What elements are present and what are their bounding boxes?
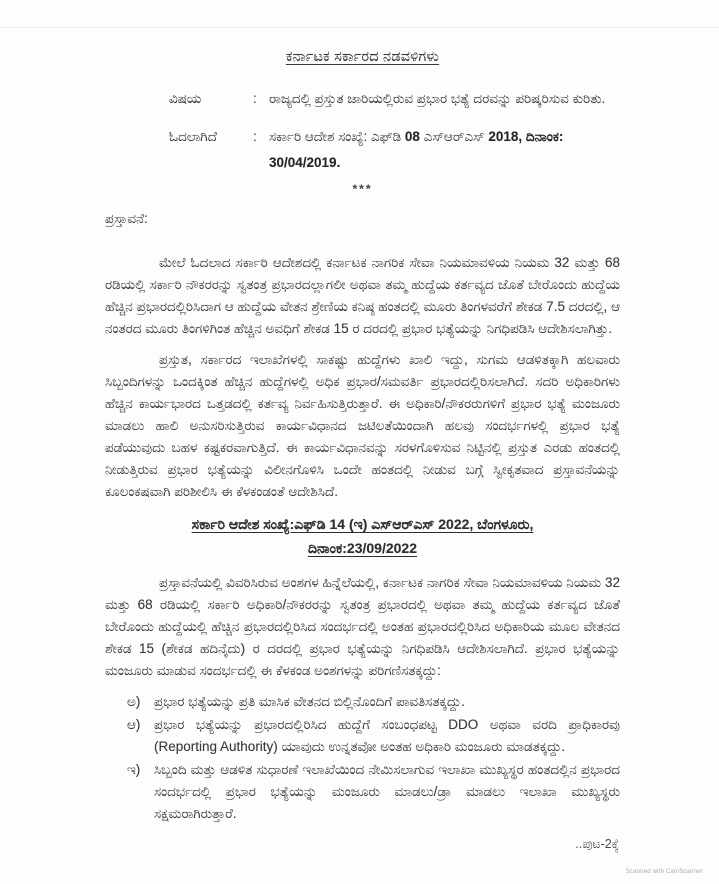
paragraph-2: ಪ್ರಸ್ತುತ, ಸರ್ಕಾರದ ಇಲಾಖೆಗಳಲ್ಲಿ ಸಾಕಷ್ಟು ಹುದ್ದೆಗಳು ಖಾಲಿ ಇದ್ದು, ಸುಗಮ ಆಡಳಿತಕ್ಕಾಗಿ ಹಲವಾರು ಸಿಬ್ಬಂದಿಗಳನ್ನು ಒಂದಕ್ಕಿಂತ ಹೆಚ್ಚಿನ ಹುದ್ದೆಗಳಲ್ಲಿ ಅಧಿಕ ಪ್ರಭಾರ/ಸಮವರ್ತಿ ಪ್ರಭಾರದಲ್ಲಿರಿಸಲಾಗಿದೆ. ಸದರಿ ಅಧಿಕಾರಿಗಳು ಹೆಚ್ಚಿನ ಕಾರ್ಯಭಾರದ ಒತ್ತಡದಲ್ಲಿ ಕರ್ತವ್ಯ ನಿರ್ವಹಿಸುತ್ತಿರುತ್ತಾರೆ. ಈ ಅಧಿಕಾರಿ/ನೌಕರರುಗಳಿಗೆ ಪ್ರಭಾರ ಭತ್ಯೆ ಮಂಜೂರು ಮಾಡಲು ಹಾಲಿ ಅನುಸರಿಸುತ್ತಿರುವ ಕಾರ್ಯವಿಧಾನದ ಜಟಿಲತೆಯಿಂದಾಗಿ ಹಲವು ಸಂದರ್ಭಗಳಲ್ಲಿ ಪ್ರಭಾರ ಭತ್ಯೆ ಪಡೆಯುವುದು ಬಹಳ ಕಷ್ಟಕರವಾಗುತ್ತಿದೆ. ಈ ಕಾರ್ಯವಿಧಾನವನ್ನು ಸರಳಗೊಳಿಸುವ ನಿಟ್ಟಿನಲ್ಲಿ ಪ್ರಸ್ತುತ ಎರಡು ಹಂತದಲ್ಲಿ ನೀಡುತ್ತಿರುವ ಪ್ರಭಾರ ಭತ್ಯೆಯನ್ನು ವಿಲೀನಗೊಳಿಸಿ ಒಂದೇ ಹಂತದಲ್ಲಿ ನೀಡುವ ಬಗ್ಗೆ ಸ್ವೀಕೃತವಾದ ಪ್ರಸ್ತಾವನೆಯನ್ನು ಕೂಲಂಕಷವಾಗಿ ಪರಿಶೀಲಿಸಿ ಈ ಕೆಳಕಂಡಂತೆ ಆದೇಶಿಸಿದೆ.	[105, 352, 620, 499]
read-label: ಓದಲಾಗಿದೆ	[169, 129, 217, 144]
list-item-marker: ಅ)	[127, 694, 141, 709]
read-text	[269, 124, 620, 176]
go-heading-line1: ಸರ್ಕಾರಿ ಆದೇಶ ಸಂಖ್ಯೆ:ಎಫ್‌ಡಿ 14 (ಇ) ಎಸ್‌ಆರ್‌ಎಸ್ 2022, ಬೆಂಗಳೂರು,	[191, 516, 534, 532]
read-order-number: 08	[404, 129, 420, 144]
list-item	[127, 759, 620, 825]
paragraph-3: ಪ್ರಸ್ತಾವನೆಯಲ್ಲಿ ವಿವರಿಸಿರುವ ಅಂಶಗಳ ಹಿನ್ನೆಲೆಯಲ್ಲಿ, ಕರ್ನಾಟಕ ನಾಗರಿಕ ಸೇವಾ ನಿಯಮಾವಳಿಯ ನಿಯಮ 32 ಮತ್ತು 68 ರಡಿಯಲ್ಲಿ ಸರ್ಕಾರಿ ಅಧಿಕಾರಿ/ನೌಕರರನ್ನು ಸ್ವತಂತ್ರ ಪ್ರಭಾರದಲ್ಲಿ ಅಥವಾ ತಮ್ಮ ಹುದ್ದೆಯ ಕರ್ತವ್ಯದ ಜೊತೆ ಬೇರೊಂದು ಹುದ್ದೆಯಲ್ಲಿ ಹೆಚ್ಚಿನ ಪ್ರಭಾರದಲ್ಲಿರಿಸಿದ ಸಂದರ್ಭದಲ್ಲಿ ಅಂತಹ ಪ್ರಭಾರದಲ್ಲಿರಿಸಿದ ಅಧಿಕಾರಿಯ ಮೂಲ ವೇತನದ ಶೇಕಡ 15 (ಶೇಕಡ ಹದಿನೈದು) ರ ದರದಲ್ಲಿ ಪ್ರಭಾರ ಭತ್ಯೆಯನ್ನು ನಿಗಧಿಪಡಿಸಿ ಆದೇಶಿಸಲಾಗಿದೆ. ಪ್ರಭಾರ ಭತ್ಯೆಯನ್ನು ಮಂಜೂರು ಮಾಡುವ ಸಂದರ್ಭದಲ್ಲಿ ಈ ಕೆಳಕಂಡ ಅಂಶಗಳನ್ನು ಪರಿಗಣಿಸತಕ್ಕದ್ದು:	[105, 575, 620, 678]
read-text-part2: ಎಸ್‌ಆರ್‌ಎಸ್	[419, 129, 489, 144]
read-order-date: 2018, ದಿನಾಂಕ: 30/04/2019.	[269, 129, 564, 170]
subject-text: ರಾಜ್ಯದಲ್ಲಿ ಪ್ರಸ್ತುತ ಜಾರಿಯಲ್ಲಿರುವ ಪ್ರಭಾರ ಭತ್ಯೆ ದರವನ್ನು ಪರಿಷ್ಕರಿಸುವ ಕುರಿತು.	[269, 91, 606, 106]
subject-row	[169, 88, 620, 110]
list-item-text: ಸಿಬ್ಬಂದಿ ಮತ್ತು ಆಡಳಿತ ಸುಧಾರಣೆ ಇಲಾಖೆಯಿಂದ ನೇಮಿಸಲಾಗುವ ಇಲಾಖಾ ಮುಖ್ಯಸ್ಥರ ಹಂತದಲ್ಲಿನ ಪ್ರಭಾರದ ಸಂದರ್ಭದಲ್ಲಿ ಪ್ರಭಾರ ಭತ್ಯೆಯನ್ನು ಮಂಜೂರು ಮಾಡಲು/ಡ್ರಾ ಮಾಡಲು ಇಲಾಖಾ ಮುಖ್ಯಸ್ಥರು ಸಕ್ಷಮರಾಗಿರುತ್ತಾರೆ.	[154, 762, 620, 821]
paragraph-1: ಮೇಲೆ ಓದಲಾದ ಸರ್ಕಾರಿ ಆದೇಶದಲ್ಲಿ ಕರ್ನಾಟಕ ನಾಗರಿಕ ಸೇವಾ ನಿಯಮಾವಳಿಯ ನಿಯಮ 32 ಮತ್ತು 68 ರಡಿಯಲ್ಲಿ ಸರ್ಕಾರಿ ನೌಕರರನ್ನು ಸ್ವತಂತ್ರ ಪ್ರಭಾರದಲ್ಲಾಗಲೀ ಅಥವಾ ತಮ್ಮ ಹುದ್ದೆಯ ಕರ್ತವ್ಯದ ಜೊತೆ ಬೇರೊಂದು ಹುದ್ದೆಯ ಹೆಚ್ಚಿನ ಪ್ರಭಾರದಲ್ಲಿರಿಸಿದಾಗ ಆ ಹುದ್ದೆಯ ವೇತನ ಶ್ರೇಣಿಯ ಕನಿಷ್ಠ ಹಂತದಲ್ಲಿ ಮೂರು ತಿಂಗಳವರೆಗೆ ಶೇಕಡ 7.5 ದರದಲ್ಲಿ, ಆ ನಂತರದ ಮೂರು ತಿಂಗಳಿಗಿಂತ ಹೆಚ್ಚಿನ ಅವಧಿಗೆ ಶೇಕಡ 15 ರ ದರದಲ್ಲಿ ಪ್ರಭಾರ ಭತ್ಯೆಯನ್ನು ನಿಗಧಿಪಡಿಸಿ ಆದೇಶಿಸಲಾಗಿತ್ತು.	[105, 255, 620, 336]
list-item-text: ಪ್ರಭಾರ ಭತ್ಯೆಯನ್ನು ಪ್ರಭಾರದಲ್ಲಿರಿಸಿದ ಹುದ್ದೆಗೆ ಸಂಬಂಧಪಟ್ಟ DDO ಅಥವಾ ವರದಿ ಪ್ರಾಧಿಕಾರವು (Reporting Authority) ಯಾವುದು ಉನ್ನತವೋ ಅಂತಹ ಅಧಿಕಾರಿ ಮಂಜೂರು ಮಾಡತಕ್ಕದ್ದು.	[154, 717, 620, 754]
subject-colon: :	[253, 91, 257, 106]
list-item-marker: ಇ)	[127, 762, 141, 777]
preamble-heading: ಪ್ರಸ್ತಾವನೆ:	[105, 211, 148, 226]
read-text-part1: ಸರ್ಕಾರಿ ಆದೇಶ ಸಂಖ್ಯೆ: ಎಫ್‌ಡಿ	[269, 129, 405, 144]
government-order-heading	[105, 512, 620, 560]
go-heading-line2: ದಿನಾಂಕ:23/09/2022	[307, 540, 417, 556]
conditions-list	[127, 691, 620, 825]
list-item	[127, 691, 620, 713]
list-item	[127, 714, 620, 758]
subject-label: ವಿಷಯ	[169, 91, 202, 106]
stars-separator: ***	[352, 182, 373, 196]
list-item-marker: ಆ)	[127, 717, 141, 732]
page-continuation-note: ..ಪುಟ-2ಕ್ಕೆ	[575, 837, 619, 851]
camscanner-watermark: Scanned with CamScanner	[625, 869, 703, 875]
scan-edge-line	[0, 27, 719, 28]
list-item-text: ಪ್ರಭಾರ ಭತ್ಯೆಯನ್ನು ಪ್ರತಿ ಮಾಸಿಕ ವೇತನದ ಬಿಲ್ಲಿನೊಂದಿಗೆ ಪಾವತಿಸತಕ್ಕದ್ದು.	[154, 694, 465, 709]
read-colon: :	[253, 129, 257, 144]
read-row	[169, 124, 620, 176]
page-title: ಕರ್ನಾಟಕ ಸರ್ಕಾರದ ನಡವಳಿಗಳು	[285, 49, 440, 65]
